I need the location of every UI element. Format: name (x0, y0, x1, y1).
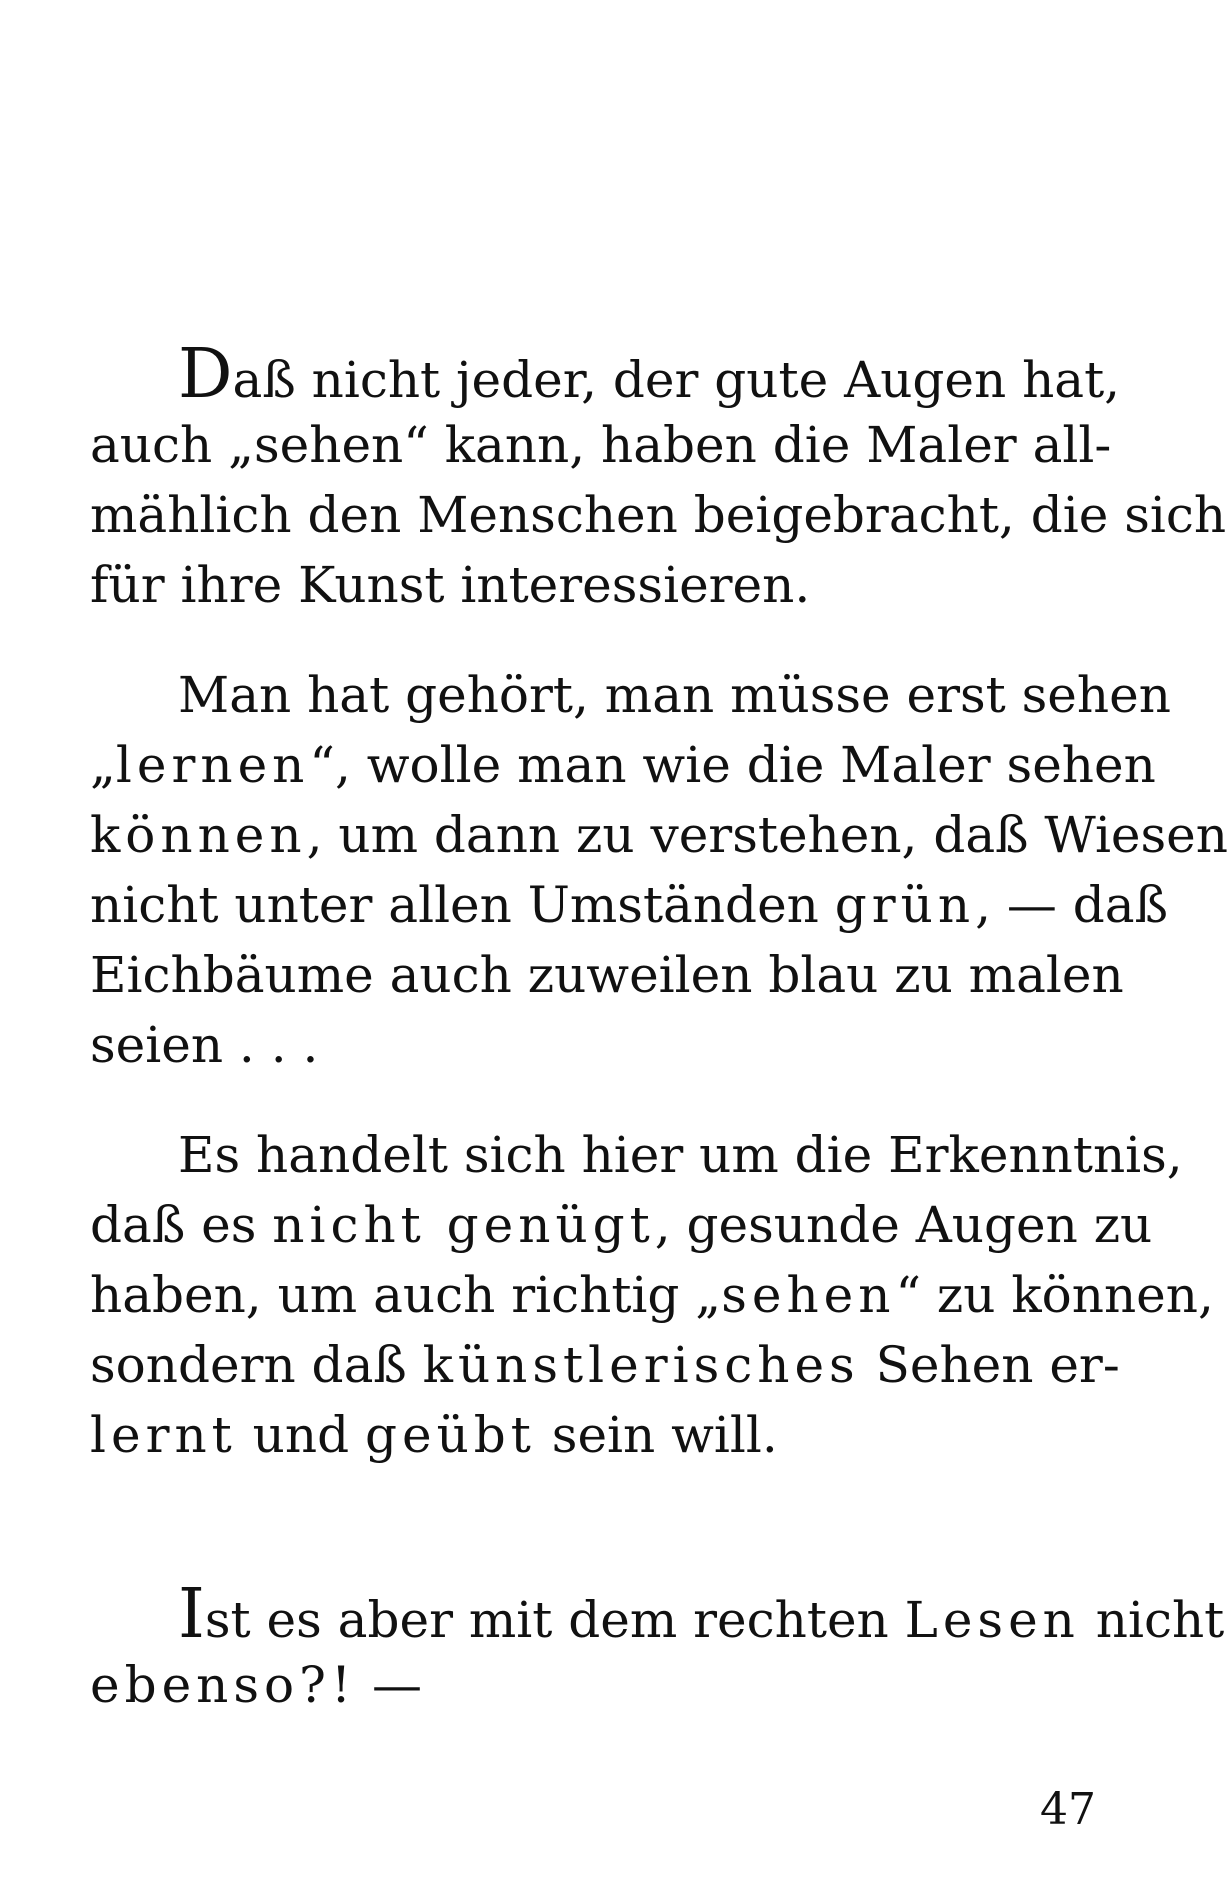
spaced-emphasis: Lesen (904, 1591, 1080, 1649)
spaced-emphasis: sehen (721, 1266, 896, 1324)
line-text (90, 1650, 422, 1720)
line-text (90, 870, 1168, 940)
text-line (90, 940, 1124, 1010)
text-line (90, 660, 1171, 730)
line-text (90, 800, 1228, 870)
line-text: Man hat gehört, man müsse erst sehen (178, 666, 1171, 724)
line-text-part: “ zu können, (895, 1266, 1214, 1324)
spaced-emphasis: grün (834, 876, 976, 934)
paragraph-4 (90, 1575, 1225, 1720)
line-text-part: sondern daß (90, 1336, 423, 1394)
line-text-part: , gesunde Augen zu (654, 1196, 1153, 1254)
line-text-part: daß es (90, 1196, 273, 1254)
text-line (90, 800, 1228, 870)
line-text-part: “, wolle man wie die Maler sehen (309, 736, 1156, 794)
spaced-emphasis: lernen (115, 736, 310, 794)
line-text-part: nicht (1079, 1591, 1225, 1649)
text-line (90, 1260, 1214, 1330)
text-line (90, 1575, 1225, 1654)
line-text (178, 335, 1121, 415)
line-text-part: , um dann zu verstehen, daß Wiesen (306, 806, 1228, 864)
spaced-emphasis: nicht genügt (272, 1196, 655, 1254)
line-text: Es handelt sich hier um die Erkenntnis, (178, 1126, 1183, 1184)
drop-cap: D (178, 335, 233, 414)
line-text-part: sein will. (535, 1406, 778, 1464)
line-text-part: st es aber mit dem rechten (204, 1591, 905, 1649)
page-number: 47 (1040, 1784, 1096, 1835)
text-line (90, 1400, 1095, 1470)
line-text: auch „sehen“ kann, haben die Maler all- (90, 416, 1112, 474)
text-line (90, 335, 1121, 414)
text-line (90, 730, 1156, 800)
line-text (90, 730, 1156, 800)
text-line (90, 1120, 1183, 1190)
line-text (90, 1330, 1120, 1400)
line-text-part: und (236, 1406, 365, 1464)
line-text (178, 1575, 1225, 1655)
text-line (90, 870, 1168, 940)
spaced-emphasis: ebenso?! (90, 1656, 357, 1714)
text-line (90, 550, 1095, 620)
line-text: Eichbäume auch zuweilen blau zu malen (90, 946, 1124, 1004)
line-text: mählich den Menschen beigebracht, die sich (90, 486, 1227, 544)
text-line (90, 480, 1227, 550)
text-line (90, 1010, 1095, 1080)
line-text-part: haben, um auch richtig „ (90, 1266, 722, 1324)
text-line (90, 410, 1112, 480)
line-text-part: , — daß (975, 876, 1168, 934)
line-text-part: „ (90, 736, 116, 794)
line-text: seien . . . (90, 1016, 319, 1074)
line-text: für ihre Kunst interessieren. (90, 556, 811, 614)
line-text (90, 1190, 1152, 1260)
line-text-rest: aß nicht jeder, der gute Augen hat, (232, 351, 1121, 409)
spaced-emphasis: geübt (364, 1406, 536, 1464)
paragraph-2 (90, 660, 1228, 1080)
line-text-part: Sehen er- (859, 1336, 1120, 1394)
spaced-emphasis: künstlerisches (422, 1336, 860, 1394)
text-line (90, 1330, 1120, 1400)
line-text (90, 1260, 1214, 1330)
spaced-emphasis: können (90, 806, 307, 864)
text-line (90, 1650, 1095, 1720)
paragraph-1 (90, 335, 1227, 620)
line-text (90, 1400, 778, 1470)
paragraph-3 (90, 1120, 1214, 1470)
line-text-part: — (356, 1656, 422, 1714)
drop-cap: I (178, 1575, 205, 1654)
spaced-emphasis: lernt (90, 1406, 237, 1464)
text-line (90, 1190, 1153, 1260)
line-text-part: nicht unter allen Umständen (90, 876, 835, 934)
